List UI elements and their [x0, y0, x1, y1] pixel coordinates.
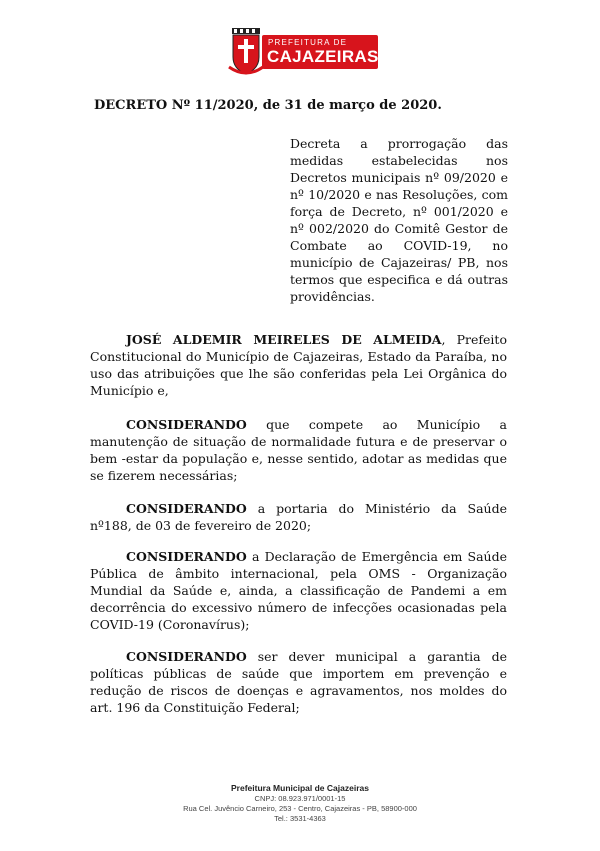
considerando-text: a Declaração de Emergência em Saúde Pública de âmbito internacional, pela OMS - Organização Mundial da Saúde e, ainda, a classificação de Pandemi a em decorrência do excessivo número de infecções ocasionadas pela COVID-19 (Coronavírus); — [90, 549, 507, 632]
mayor-name: JOSÉ ALDEMIR MEIRELES DE ALMEIDA — [126, 332, 442, 347]
footer-phone: Tel.: 3531-4363 — [274, 814, 326, 823]
decree-ementa: Decreta a prorrogação das medidas estabelecidas nos Decretos municipais nº 09/2020 e nº 10/2020 e nas Resoluções, com força de Decreto, nº 001/2020 e nº 002/2020 do Comitê Gestor de Combate ao COVID-19, no município de Cajazeiras/ PB, nos termos que especifica e dá outras providências. — [290, 136, 508, 304]
page-footer — [0, 783, 600, 824]
prefeitura-logo — [226, 27, 378, 77]
preamble-paragraph — [90, 331, 507, 399]
considerando-text: a portaria do Ministério da Saúde nº188, de 03 de fevereiro de 2020; — [90, 501, 507, 533]
considerando-paragraph-4 — [90, 648, 507, 716]
considerando-label: CONSIDERANDO — [126, 501, 247, 516]
decree-title: DECRETO Nº 11/2020, de 31 de março de 2020. — [94, 98, 442, 113]
footer-title: Prefeitura Municipal de Cajazeiras — [231, 783, 369, 793]
logo-band — [262, 35, 378, 69]
footer-address: Rua Cel. Juvêncio Carneiro, 253 - Centro, Cajazeiras - PB, 58900-000 — [183, 804, 417, 813]
considerando-paragraph-2 — [90, 500, 507, 534]
considerando-text: ser dever municipal a garantia de políticas públicas de saúde que importem em prevenção e redução de riscos de doenças e agravamentos, nos moldes do art. 196 da Constituição Federal; — [90, 649, 507, 715]
considerando-paragraph-1 — [90, 416, 507, 484]
considerando-paragraph-3 — [90, 548, 507, 633]
preamble-text: , Prefeito Constitucional do Município de Cajazeiras, Estado da Paraíba, no uso das atribuições que lhe são conferidas pela Lei Orgânica do Município e, — [90, 332, 507, 398]
footer-cnpj: CNPJ: 08.923.971/0001-15 — [254, 794, 346, 803]
city-seal-icon — [228, 27, 264, 77]
considerando-label: CONSIDERANDO — [126, 649, 247, 664]
logo-small-text: PREFEITURA DE — [268, 38, 348, 47]
considerando-label: CONSIDERANDO — [126, 417, 247, 432]
considerando-text: que compete ao Município a manutenção de situação de normalidade futura e de preservar o bem -estar da população e, nesse sentido, adotar as medidas que se fizerem necessárias; — [90, 417, 507, 483]
considerando-label: CONSIDERANDO — [126, 549, 247, 564]
logo-big-text: CAJAZEIRAS — [267, 47, 379, 66]
